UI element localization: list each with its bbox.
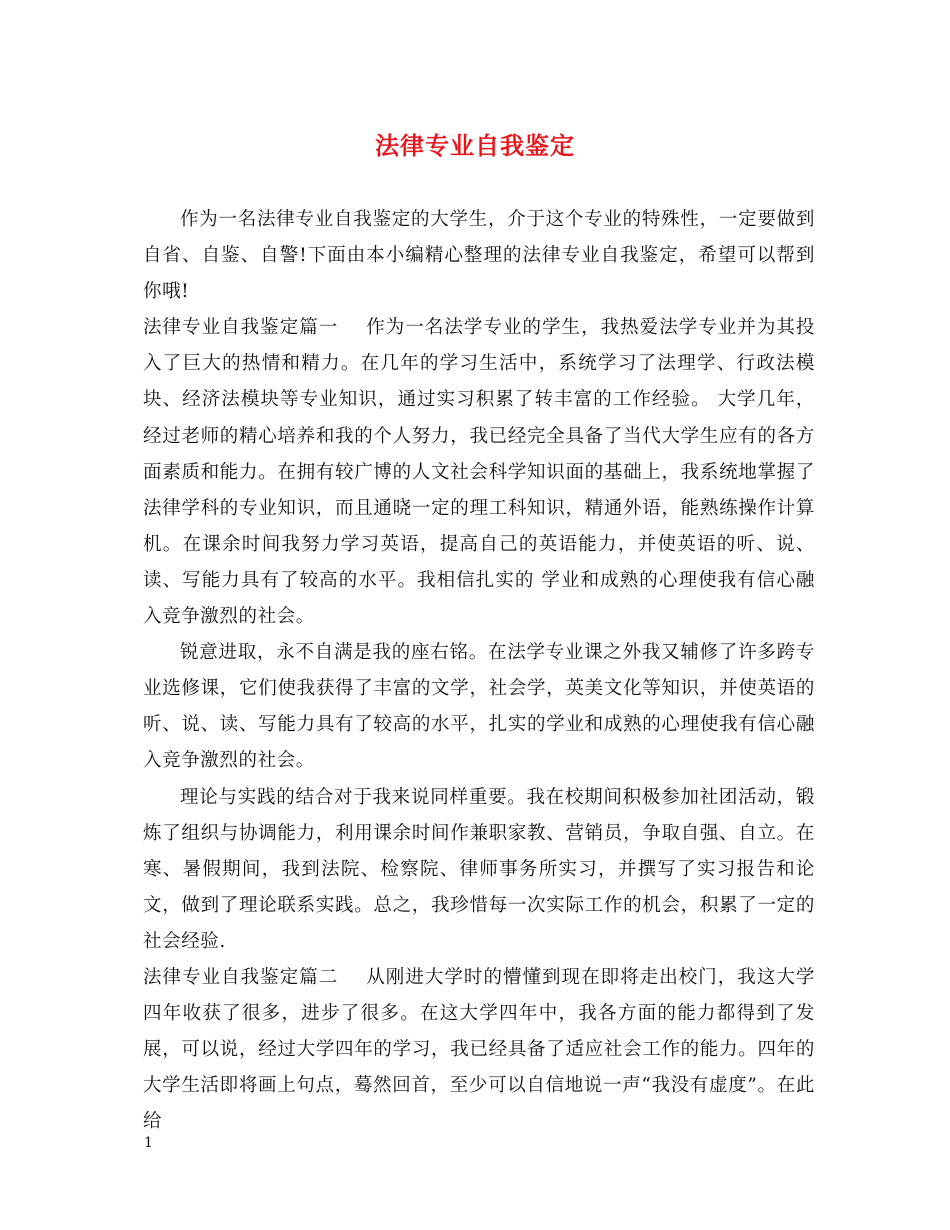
section-one-paragraph xyxy=(143,310,815,635)
section-two-heading: 法律专业自我鉴定篇二 xyxy=(143,966,339,988)
motto-paragraph: 锐意进取，永不自满是我的座右铭。在法学专业课之外我又辅修了许多跨专业选修课，它们使我获得了丰富的文学，社会学，英美文化等知识，并使英语的听、说、读、写能力具有了较高的水平，扎实的学业和成熟的心理使我有信心融入竞争激烈的社会。 xyxy=(143,642,815,772)
document-body xyxy=(143,202,815,1140)
page-number: 1 xyxy=(144,1135,153,1151)
document-title: 法律专业自我鉴定 xyxy=(375,131,575,160)
section-one-text: 作为一名法学专业的学生，我热爱法学专业并为其投入了巨大的热情和精力。在几年的学习生活中，系统学习了法理学、行政法模块、经济法模块等专业知识，通过实习积累了转丰富的工作经验。 大学几年，经过老师的精心培养和我的个人努力，我已经完全具备了当代大学生应有的各方面素质和能力。在拥有较广博的人文社会科学知识面的基础上，我系统地掌握了法律学科的专业知识，而且通晓一定的理工科知识，精通外语，能熟练操作计算机。在课余时间我努力学习英语，提高自己的英语能力，并使英语的听、说、读、写能力具有了较高的水平。我相信扎实的 学业和成熟的心理使我有信心融入竞争激烈的社会。 xyxy=(143,317,815,628)
section-one-heading: 法律专业自我鉴定篇一 xyxy=(143,317,339,339)
section-two-text: 从刚进大学时的懵懂到现在即将走出校门，我这大学四年收获了很多，进步了很多。在这大学四年中，我各方面的能力都得到了发展，可以说，经过大学四年的学习，我已经具备了适应社会工作的能力。四年的大学生活即将画上句点，蓦然回首，至少可以自信地说一声“我没有虚度”。在此给 xyxy=(143,966,815,1133)
section-two-paragraph xyxy=(143,960,815,1140)
practice-paragraph: 理论与实践的结合对于我来说同样重要。我在校期间积极参加社团活动，锻炼了组织与协调能力，利用课余时间作兼职家教、营销员，争取自强、自立。在寒、暑假期间，我到法院、检察院、律师事务所实习，并撰写了实习报告和论文，做到了理论联系实践。总之，我珍惜每一次实际工作的机会，积累了一定的社会经验. xyxy=(143,786,815,952)
intro-paragraph: 作为一名法律专业自我鉴定的大学生，介于这个专业的特殊性，一定要做到自省、自鉴、自警!下面由本小编精心整理的法律专业自我鉴定，希望可以帮到你哦! xyxy=(143,209,815,303)
